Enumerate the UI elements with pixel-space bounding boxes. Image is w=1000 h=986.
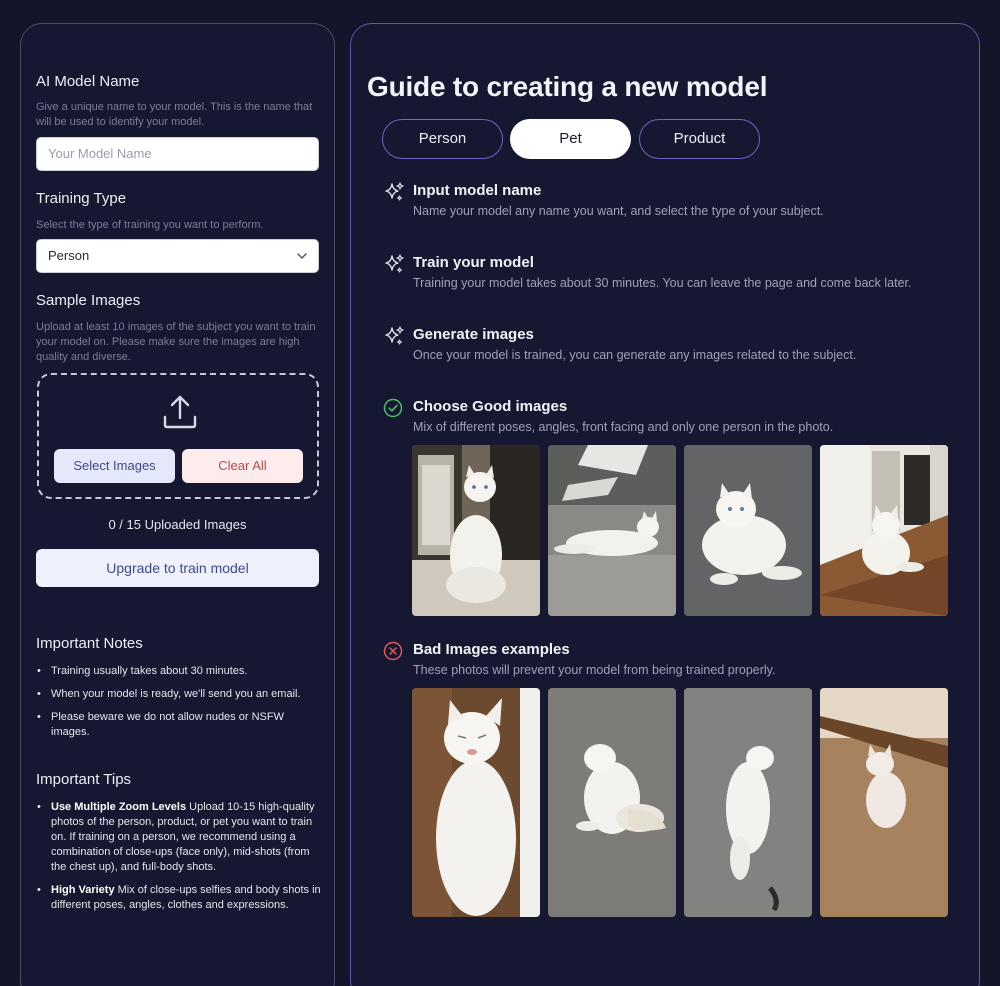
upload-icon xyxy=(161,393,199,431)
clear-all-button[interactable]: Clear All xyxy=(182,449,303,483)
training-type-title: Training Type xyxy=(36,190,127,207)
sparkles-icon xyxy=(383,325,405,347)
bad-images-gallery xyxy=(412,688,950,917)
tip-bold: Use Multiple Zoom Levels xyxy=(51,801,187,813)
bad-images-description: These photos will prevent your model from being trained properly. xyxy=(413,663,776,677)
step-title: Input model name xyxy=(413,182,542,199)
chevron-down-icon xyxy=(296,250,308,262)
guide-panel xyxy=(350,23,980,986)
step-title: Train your model xyxy=(413,254,534,271)
sample-images-title: Sample Images xyxy=(36,292,141,309)
training-type-value: Person xyxy=(48,248,90,263)
bad-cat-photo xyxy=(820,688,948,917)
sparkles-icon xyxy=(383,253,405,275)
tip-item xyxy=(36,800,321,875)
select-images-button[interactable]: Select Images xyxy=(54,449,175,483)
step-description: Name your model any name you want, and select the type of your subject. xyxy=(413,204,824,218)
step-description: Once your model is trained, you can generate any images related to the subject. xyxy=(413,348,857,362)
model-name-title: AI Model Name xyxy=(36,73,140,90)
important-notes xyxy=(36,635,321,748)
bad-cat-photo xyxy=(548,688,676,917)
sample-images-description: Upload at least 10 images of the subject you want to train your model on. Please make sure the images are high quality and diverse. xyxy=(36,321,316,363)
training-type-description: Select the type of training you want to perform. xyxy=(36,219,264,231)
good-images-gallery xyxy=(412,445,950,616)
good-cat-photo xyxy=(684,445,812,616)
upgrade-button[interactable]: Upgrade to train model xyxy=(36,549,319,587)
good-cat-photo xyxy=(412,445,540,616)
tip-text: Mix of close-ups selfies and body shots in different poses, angles, clothes and expressions. xyxy=(51,884,321,911)
note-item: • Please beware we do not allow nudes or NSFW images. xyxy=(36,710,321,740)
good-images-title: Choose Good images xyxy=(413,398,568,415)
good-cat-photo xyxy=(820,445,948,616)
check-circle-icon xyxy=(383,397,405,419)
training-type-select[interactable] xyxy=(36,239,319,273)
step-title: Generate images xyxy=(413,326,534,343)
image-dropzone[interactable] xyxy=(37,373,319,499)
tip-text: Upload 10-15 high-quality photos of the person, product, or pet you want to train on. If training on a person, we recommend using a combination of close-ups (face only), mid-shots (from the chest up), and full-body shots. xyxy=(51,801,315,873)
bad-cat-photo xyxy=(684,688,812,917)
tip-item xyxy=(36,883,321,913)
note-item: • Training usually takes about 30 minutes. xyxy=(36,664,321,679)
note-item: • When your model is ready, we'll send you an email. xyxy=(36,687,321,702)
model-name-input[interactable]: Your Model Name xyxy=(36,137,319,171)
important-tips xyxy=(36,771,321,921)
guide-title: Guide to creating a new model xyxy=(367,71,768,102)
x-circle-icon xyxy=(383,640,405,662)
model-name-description: Give a unique name to your model. This is the name that will be used to identify your model. xyxy=(36,101,313,128)
training-form-panel xyxy=(20,23,335,986)
tab-pet[interactable]: Pet xyxy=(510,119,631,159)
notes-title: Important Notes xyxy=(36,635,143,652)
bad-images-title: Bad Images examples xyxy=(413,641,570,658)
tab-product[interactable]: Product xyxy=(639,119,760,159)
bad-cat-photo xyxy=(412,688,540,917)
sparkles-icon xyxy=(383,181,405,203)
good-cat-photo xyxy=(548,445,676,616)
step-description: Training your model takes about 30 minutes. You can leave the page and come back later. xyxy=(413,276,912,290)
good-images-description: Mix of different poses, angles, front facing and only one person in the photo. xyxy=(413,420,834,434)
tip-bold: High Variety xyxy=(51,884,115,896)
upload-count: 0 / 15 Uploaded Images xyxy=(108,517,247,532)
tips-title: Important Tips xyxy=(36,771,132,788)
tab-person[interactable]: Person xyxy=(382,119,503,159)
